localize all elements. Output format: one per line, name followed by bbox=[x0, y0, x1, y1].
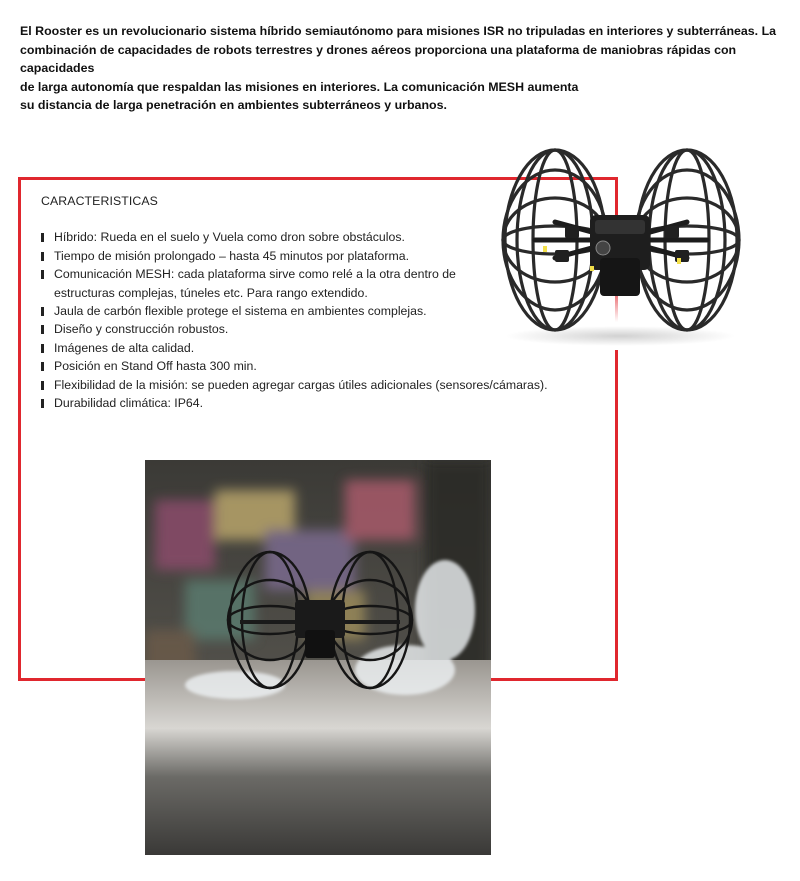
intro-line: de larga autonomía que respaldan las misiones en interiores. La comunicación MESH aumenta bbox=[20, 79, 579, 94]
bullet-icon bbox=[41, 233, 44, 242]
feature-text: Posición en Stand Off hasta 300 min. bbox=[54, 359, 257, 374]
drone-action-photo bbox=[145, 460, 491, 855]
intro-line: combinación de capacidades de robots terrestres y drones aéreos proporciona una plataforma de maniobras rápidas con capacidades bbox=[20, 42, 737, 75]
features-heading: CARACTERISTICAS bbox=[41, 194, 158, 208]
feature-text: Flexibilidad de la misión: se pueden agregar cargas útiles adicionales (sensores/cámaras). bbox=[54, 377, 548, 392]
feature-item bbox=[41, 394, 601, 412]
feature-text: Diseño y construcción robustos. bbox=[54, 322, 229, 337]
feature-text: Jaula de carbón flexible protege el sistema en ambientes complejas. bbox=[54, 304, 427, 319]
bullet-icon bbox=[41, 325, 44, 334]
feature-text: Durabilidad climática: IP64. bbox=[54, 396, 203, 411]
bullet-icon bbox=[41, 270, 44, 279]
intro-line: su distancia de larga penetración en ambientes subterráneos y urbanos. bbox=[20, 98, 447, 112]
bullet-icon bbox=[41, 344, 44, 353]
bullet-icon bbox=[41, 362, 44, 371]
bullet-icon bbox=[41, 381, 44, 390]
feature-text: Híbrido: Rueda en el suelo y Vuela como dron sobre obstáculos. bbox=[54, 230, 405, 245]
intro-paragraph bbox=[20, 22, 780, 115]
intro-line: El Rooster es un revolucionario sistema híbrido semiautónomo para misiones ISR no tripuladas en interiores y subterráneas. La bbox=[20, 24, 777, 38]
feature-item bbox=[41, 357, 601, 375]
bullet-icon bbox=[41, 399, 44, 408]
feature-text: Imágenes de alta calidad. bbox=[54, 340, 195, 355]
feature-item bbox=[41, 376, 601, 394]
drone-product-image bbox=[495, 140, 750, 350]
bullet-icon bbox=[41, 307, 44, 316]
feature-text: Tiempo de misión prolongado – hasta 45 minutos por plataforma. bbox=[54, 248, 409, 263]
bullet-icon bbox=[41, 252, 44, 261]
feature-text: Comunicación MESH: cada plataforma sirve como relé a la otra dentro de estructuras complejas, túneles etc. Para rango extendido. bbox=[54, 267, 456, 300]
